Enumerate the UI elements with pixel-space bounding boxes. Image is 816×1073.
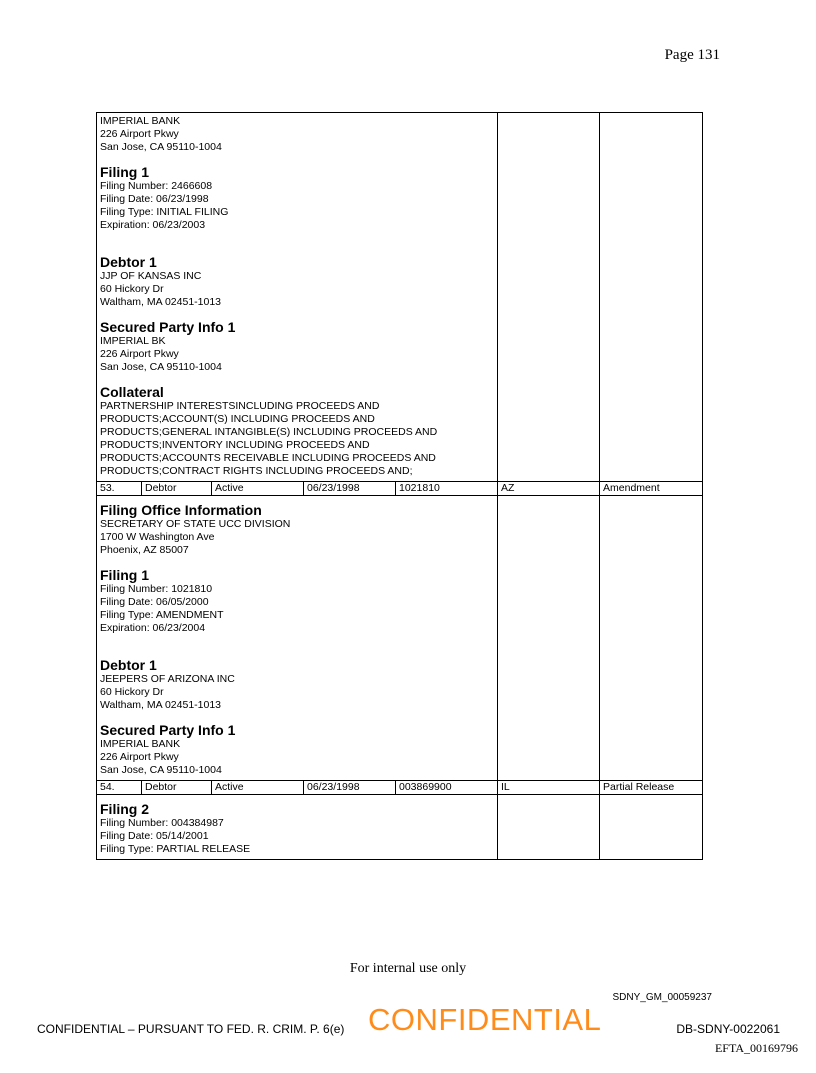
section-title: Secured Party Info 1 <box>100 722 236 738</box>
detail-row-54 <box>97 795 703 860</box>
detail-row-top <box>97 113 703 482</box>
cell-role: Debtor <box>142 781 212 795</box>
filing-section: Filing 1 Filing Number: 2466608 Filing Date: 06/23/1998 Filing Type: INITIAL FILING Expiration: 06/23/2003 <box>100 164 494 244</box>
bates-number-db: DB-SDNY-0022061 <box>676 1022 780 1036</box>
section-title: Debtor 1 <box>100 657 157 673</box>
filing-office-section: Filing Office Information SECRETARY OF STATE UCC DIVISION 1700 W Washington Ave Phoenix, AZ 85007 <box>100 502 494 557</box>
cell-status: Active <box>212 781 304 795</box>
table-row <box>97 781 703 795</box>
section-title: Filing 2 <box>100 801 149 817</box>
filing-section: Filing 1 Filing Number: 1021810 Filing Date: 06/05/2000 Filing Type: AMENDMENT Expiration: 06/23/2004 <box>100 567 494 647</box>
ucc-filings-table <box>96 112 703 860</box>
debtor-section: Debtor 1 JEEPERS OF ARIZONA INC 60 Hickory Dr Waltham, MA 02451-1013 <box>100 657 494 712</box>
section-title: Filing 1 <box>100 567 149 583</box>
section-title: Filing Office Information <box>100 502 262 518</box>
detail-cell-53 <box>97 496 498 781</box>
table-row <box>97 482 703 496</box>
cell-type: Amendment <box>600 482 703 496</box>
detail-cell-top <box>97 113 498 482</box>
cell-date: 06/23/1998 <box>304 482 396 496</box>
cell-status: Active <box>212 482 304 496</box>
section-title: Debtor 1 <box>100 254 157 270</box>
secured-party-section: Secured Party Info 1 IMPERIAL BK 226 Airport Pkwy San Jose, CA 95110-1004 <box>100 319 494 374</box>
page-number: Page 131 <box>664 47 720 63</box>
cell-filing-number: 003869900 <box>396 781 498 795</box>
debtor-section: Debtor 1 JJP OF KANSAS INC 60 Hickory Dr Waltham, MA 02451-1013 <box>100 254 494 309</box>
secured-party-address: IMPERIAL BANK 226 Airport Pkwy San Jose, CA 95110-1004 <box>100 115 222 153</box>
detail-cell-54 <box>97 795 498 860</box>
efta-number: EFTA_00169796 <box>714 1041 798 1055</box>
section-title: Secured Party Info 1 <box>100 319 236 335</box>
section-title: Filing 1 <box>100 164 149 180</box>
cell-type: Partial Release <box>600 781 703 795</box>
cell-filing-number: 1021810 <box>396 482 498 496</box>
internal-use-note: For internal use only <box>349 961 467 976</box>
bates-number-sdny: SDNY_GM_00059237 <box>612 992 712 1003</box>
section-title: Collateral <box>100 384 164 400</box>
confidential-stamp: CONFIDENTIAL <box>368 1002 602 1037</box>
cell-state: AZ <box>498 482 600 496</box>
cell-number: 54. <box>97 781 142 795</box>
secured-party-section: Secured Party Info 1 IMPERIAL BANK 226 Airport Pkwy San Jose, CA 95110-1004 <box>100 722 494 777</box>
confidential-notice: CONFIDENTIAL – PURSUANT TO FED. R. CRIM. P. 6(e) <box>37 1022 345 1036</box>
detail-row-53 <box>97 496 703 781</box>
cell-role: Debtor <box>142 482 212 496</box>
filing-section: Filing 2 Filing Number: 004384987 Filing Date: 05/14/2001 Filing Type: PARTIAL RELEASE <box>100 801 494 856</box>
cell-state: IL <box>498 781 600 795</box>
cell-number: 53. <box>97 482 142 496</box>
cell-date: 06/23/1998 <box>304 781 396 795</box>
collateral-section: Collateral PARTNERSHIP INTERESTSINCLUDING PROCEEDS AND PRODUCTS;ACCOUNT(S) INCLUDING PROCEEDS AND PRODUCTS;GENERAL INTANGIBLE(S) INCLUDING PROCEEDS AND PRODUCTS;INVENTORY INCLUDING PROCEEDS AND PRODUCTS;ACCOUNTS RECEIVABLE INCLUDING PROCEEDS AND PRODUCTS;CONTRACT RIGHTS INCLUDING PROCEEDS AND; <box>100 384 494 478</box>
